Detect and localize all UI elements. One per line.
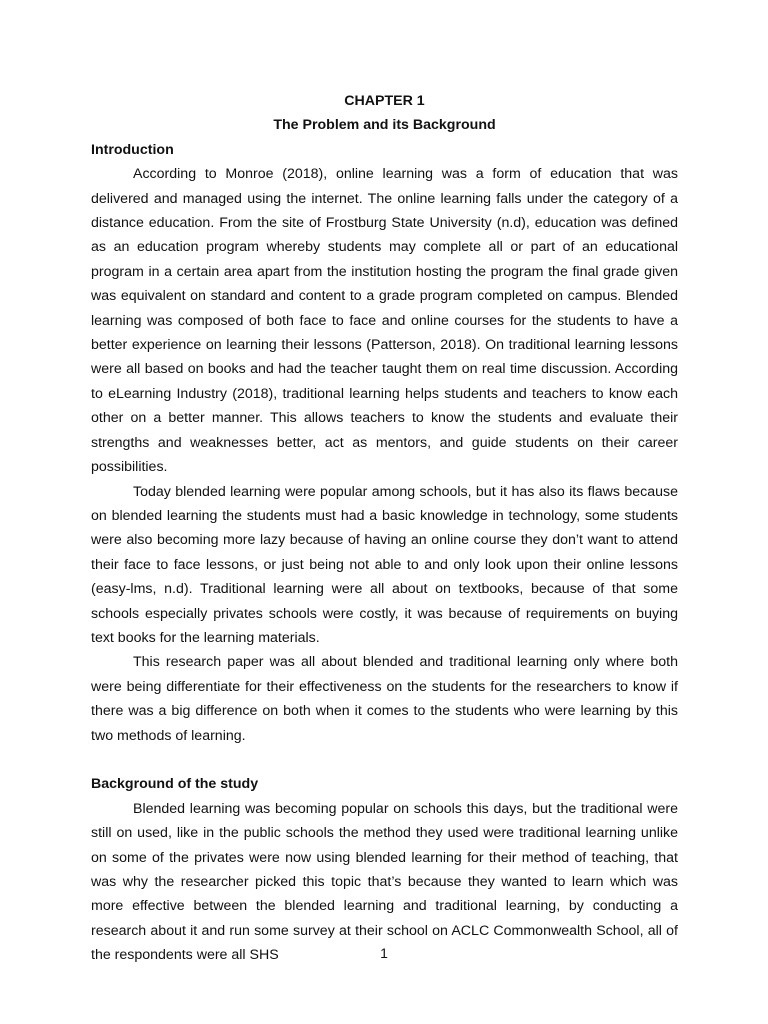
background-paragraph-1: Blended learning was becoming popular on schools this days, but the traditional were still on used, like in the public schools the method they used were traditional learning unlike on some of the privates were now using blended learning for their method of teaching, that was why the researcher picked this topic that’s because they wanted to learn which was more effective between the blended learning and traditional learning, by conducting a research about it and run some survey at their school on ACLC Commonwealth School, all of the respondents were all SHS bbox=[91, 800, 678, 964]
page-number: 1 bbox=[380, 945, 388, 961]
chapter-title: The Problem and its Background bbox=[273, 117, 496, 134]
intro-paragraph-3: This research paper was all about blended and traditional learning only where both were being differentiate for their effectiveness on the students for the researchers to know if there was a big difference on both when it comes to the students who were learning by this two methods of learning. bbox=[91, 654, 678, 744]
intro-paragraph-1: According to Monroe (2018), online learning was a form of education that was delivered and managed using the internet. The online learning falls under the category of a distance education. From the site of Frostburg State University (n.d), education was defined as an education program whereby students may complete all or part of an educational program in a certain area apart from the institution hosting the program the final grade given was equivalent on standard and content to a grade program completed on campus. Blended learning was composed of both face to face and online courses for the students to have a better experience on learning their lessons (Patterson, 2018). On traditional learning lessons were all based on books and had the teacher taught them on real time discussion. According to eLearning Industry (2018), traditional learning helps students and teachers to know each other on a better manner. This allows teachers to know the students and evaluate their strengths and weaknesses better, act as mentors, and guide students on their career possibilities. bbox=[91, 166, 678, 476]
section-heading-background: Background of the study bbox=[91, 776, 259, 793]
intro-paragraph-2: Today blended learning were popular among schools, but it has also its flaws because on blended learning the students must had a basic knowledge in technology, some students were also becoming more lazy because of having an online course they don’t want to attend their face to face lessons, or just being not able to and only look upon their online lessons (easy-lms, n.d). Traditional learning were all about on textbooks, because of that some schools especially privates schools were costly, it was because of requirements on buying text books for the learning materials. bbox=[91, 483, 678, 646]
chapter-label: CHAPTER 1 bbox=[344, 93, 425, 109]
section-spacer bbox=[91, 748, 678, 772]
section-heading-introduction: Introduction bbox=[91, 141, 174, 158]
page-content bbox=[91, 89, 678, 968]
